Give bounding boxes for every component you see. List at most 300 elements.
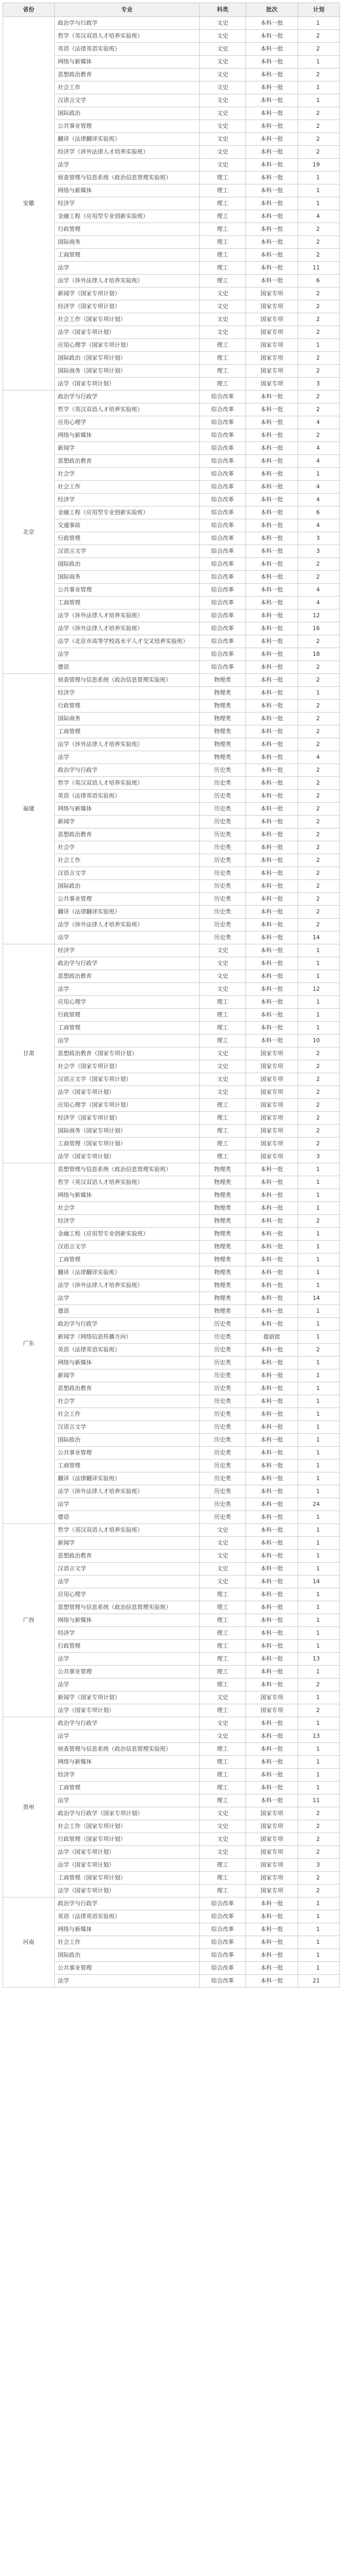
province-cell: 贵州	[3, 1717, 55, 1897]
plan-cell: 14	[298, 1575, 340, 1588]
plan-cell: 11	[298, 1794, 340, 1807]
plan-cell: 2	[298, 287, 340, 300]
subject-cell: 文史	[200, 1047, 246, 1060]
subject-cell: 理工	[200, 1125, 246, 1138]
plan-cell: 1	[298, 996, 340, 1009]
plan-cell: 12	[298, 609, 340, 622]
plan-cell: 2	[298, 713, 340, 725]
plan-cell: 2	[298, 1885, 340, 1897]
subject-cell: 历史类	[200, 919, 246, 931]
plan-cell: 1	[298, 1202, 340, 1215]
major-cell: 法学	[55, 159, 200, 172]
plan-cell: 1	[298, 1395, 340, 1408]
major-cell: 法学	[55, 983, 200, 996]
plan-cell: 1	[298, 81, 340, 94]
batch-cell: 国家专项	[246, 1099, 298, 1112]
major-cell: 法学（涉外法律人才培养实验班）	[55, 622, 200, 635]
batch-cell: 本科一批	[246, 1318, 298, 1331]
batch-cell: 本科一批	[246, 494, 298, 506]
batch-cell: 本科一批	[246, 43, 298, 56]
major-cell: 经济学	[55, 944, 200, 957]
subject-cell: 历史类	[200, 1344, 246, 1357]
batch-cell: 本科一批	[246, 1163, 298, 1176]
batch-cell: 本科一批	[246, 1653, 298, 1666]
major-cell: 社会工作	[55, 854, 200, 867]
batch-cell: 本科一批	[246, 1614, 298, 1627]
major-cell: 行政管理（国家专项计划）	[55, 1833, 200, 1846]
subject-cell: 理工	[200, 1743, 246, 1756]
plan-cell: 2	[298, 1112, 340, 1125]
major-cell: 法学（涉外法律人才培养实验班）	[55, 1279, 200, 1292]
plan-cell: 2	[298, 1820, 340, 1833]
plan-cell: 2	[298, 828, 340, 841]
plan-cell: 4	[298, 519, 340, 532]
major-cell: 行政管理	[55, 223, 200, 236]
subject-cell: 历史类	[200, 1511, 246, 1524]
batch-cell: 本科一批	[246, 1009, 298, 1022]
plan-cell: 4	[298, 481, 340, 494]
batch-cell: 本科一批	[246, 1434, 298, 1447]
major-cell: 网络与新媒体	[55, 1357, 200, 1369]
batch-cell: 本科一批	[246, 1923, 298, 1936]
batch-cell: 提前批	[246, 1331, 298, 1344]
plan-cell: 2	[298, 674, 340, 687]
subject-cell: 历史类	[200, 893, 246, 906]
major-cell: 翻译（法律翻译实验班）	[55, 1266, 200, 1279]
plan-cell: 2	[298, 326, 340, 339]
plan-cell: 4	[298, 210, 340, 223]
batch-cell: 本科一批	[246, 1241, 298, 1253]
major-cell: 汉语言文学	[55, 1421, 200, 1434]
batch-cell: 国家专项	[246, 1807, 298, 1820]
major-cell: 网络与新媒体	[55, 184, 200, 197]
major-cell: 思想政治教育	[55, 1550, 200, 1563]
major-cell: 翻译（法律翻译实验班）	[55, 133, 200, 146]
plan-cell: 1	[298, 1511, 340, 1524]
major-cell: 法学（国家专项计划）	[55, 1704, 200, 1717]
plan-cell: 2	[298, 249, 340, 262]
major-cell: 网络与新媒体	[55, 1614, 200, 1627]
plan-cell: 2	[298, 777, 340, 790]
batch-cell: 国家专项	[246, 1872, 298, 1885]
subject-cell: 历史类	[200, 1331, 246, 1344]
subject-cell: 理工	[200, 1009, 246, 1022]
major-cell: 法学（涉外法律人才培养实验班）	[55, 609, 200, 622]
table-row	[3, 1524, 340, 1537]
major-cell: 汉语言文学	[55, 1563, 200, 1575]
batch-cell: 本科一批	[246, 1472, 298, 1485]
major-cell: 思想政治教育	[55, 455, 200, 468]
major-cell: 社会学	[55, 468, 200, 481]
subject-cell: 综合改革	[200, 429, 246, 442]
major-cell: 侦查管理与信息系统（政治信息管理实验班）	[55, 674, 200, 687]
subject-cell: 综合改革	[200, 661, 246, 674]
batch-cell: 本科一批	[246, 609, 298, 622]
batch-cell: 本科一批	[246, 391, 298, 403]
subject-cell: 文史	[200, 133, 246, 146]
subject-cell: 理工	[200, 1601, 246, 1614]
header-plan: 计划	[298, 3, 340, 17]
major-cell: 政治学与行政学	[55, 1318, 200, 1331]
plan-cell: 1	[298, 1627, 340, 1640]
subject-cell: 综合改革	[200, 597, 246, 609]
table-row	[3, 17, 340, 30]
batch-cell: 本科一批	[246, 1936, 298, 1949]
table-row	[3, 944, 340, 957]
subject-cell: 物理类	[200, 1163, 246, 1176]
subject-cell: 综合改革	[200, 468, 246, 481]
major-cell: 德语	[55, 1305, 200, 1318]
major-cell: 公共事业管理	[55, 120, 200, 133]
batch-cell: 本科一批	[246, 1215, 298, 1228]
batch-cell: 本科一批	[246, 931, 298, 944]
plan-cell: 2	[298, 803, 340, 816]
batch-cell: 本科一批	[246, 146, 298, 159]
major-cell: 公共事业管理	[55, 1666, 200, 1679]
subject-cell: 理工	[200, 1614, 246, 1627]
major-cell: 法学	[55, 931, 200, 944]
subject-cell: 历史类	[200, 777, 246, 790]
plan-cell: 1	[298, 1421, 340, 1434]
table-row	[3, 391, 340, 403]
batch-cell: 本科一批	[246, 262, 298, 275]
header-major: 专业	[55, 3, 200, 17]
subject-cell: 综合改革	[200, 455, 246, 468]
subject-cell: 文史	[200, 300, 246, 313]
batch-cell: 本科一批	[246, 1460, 298, 1472]
subject-cell: 文史	[200, 313, 246, 326]
batch-cell: 本科一批	[246, 1176, 298, 1189]
plan-cell: 2	[298, 300, 340, 313]
major-cell: 思想管理与信息系统（政治信息管理实验班）	[55, 1601, 200, 1614]
subject-cell: 文史	[200, 287, 246, 300]
plan-cell: 1	[298, 1923, 340, 1936]
major-cell: 社会工作	[55, 81, 200, 94]
batch-cell: 本科一批	[246, 519, 298, 532]
batch-cell: 国家专项	[246, 1125, 298, 1138]
subject-cell: 理工	[200, 1782, 246, 1794]
subject-cell: 文史	[200, 957, 246, 970]
batch-cell: 国家专项	[246, 1138, 298, 1150]
batch-cell: 本科一批	[246, 828, 298, 841]
subject-cell: 综合改革	[200, 532, 246, 545]
batch-cell: 本科一批	[246, 700, 298, 713]
header-province: 省份	[3, 3, 55, 17]
plan-cell: 2	[298, 558, 340, 571]
plan-cell: 1	[298, 1936, 340, 1949]
major-cell: 应用心理学	[55, 996, 200, 1009]
batch-cell: 本科一批	[246, 1782, 298, 1794]
major-cell: 法学（涉外法律人才培养实验班）	[55, 738, 200, 751]
plan-cell: 1	[298, 1357, 340, 1369]
plan-cell: 1	[298, 1228, 340, 1241]
major-cell: 网络与新媒体	[55, 1756, 200, 1769]
plan-cell: 2	[298, 867, 340, 880]
admission-plan-table	[3, 3, 340, 1988]
subject-cell: 文史	[200, 1086, 246, 1099]
plan-cell: 1	[298, 1331, 340, 1344]
subject-cell: 文史	[200, 30, 246, 43]
batch-cell: 本科一批	[246, 558, 298, 571]
subject-cell: 综合改革	[200, 622, 246, 635]
subject-cell: 文史	[200, 1820, 246, 1833]
batch-cell: 本科一批	[246, 1447, 298, 1460]
header-subject: 科类	[200, 3, 246, 17]
plan-cell: 1	[298, 1756, 340, 1769]
subject-cell: 文史	[200, 1730, 246, 1743]
subject-cell: 物理类	[200, 1189, 246, 1202]
batch-cell: 国家专项	[246, 1885, 298, 1897]
plan-cell: 2	[298, 1846, 340, 1859]
plan-cell: 2	[298, 1215, 340, 1228]
subject-cell: 理工	[200, 1627, 246, 1640]
batch-cell: 本科一批	[246, 571, 298, 584]
major-cell: 汉语言文学（国家专项计划）	[55, 1073, 200, 1086]
plan-cell: 3	[298, 532, 340, 545]
subject-cell: 文史	[200, 159, 246, 172]
major-cell: 翻译（法律翻译实验班）	[55, 906, 200, 919]
batch-cell: 本科一批	[246, 120, 298, 133]
subject-cell: 文史	[200, 120, 246, 133]
major-cell: 新闻学	[55, 1369, 200, 1382]
major-cell: 经济学	[55, 494, 200, 506]
major-cell: 工商管理（国家专项计划）	[55, 1872, 200, 1885]
subject-cell: 综合改革	[200, 571, 246, 584]
subject-cell: 综合改革	[200, 391, 246, 403]
subject-cell: 文史	[200, 56, 246, 69]
major-cell: 社会工作（国家专项计划）	[55, 313, 200, 326]
batch-cell: 本科一批	[246, 1524, 298, 1537]
plan-cell: 2	[298, 236, 340, 249]
plan-cell: 1	[298, 1691, 340, 1704]
plan-cell: 2	[298, 120, 340, 133]
batch-cell: 本科一批	[246, 403, 298, 416]
plan-cell: 1	[298, 1782, 340, 1794]
major-cell: 应用心理学（国家专项计划）	[55, 1099, 200, 1112]
batch-cell: 本科一批	[246, 880, 298, 893]
subject-cell: 物理类	[200, 687, 246, 700]
batch-cell: 本科一批	[246, 1627, 298, 1640]
major-cell: 金融工程（应用型专业创新实验班）	[55, 1228, 200, 1241]
major-cell: 工商管理	[55, 1460, 200, 1472]
major-cell: 法学	[55, 1292, 200, 1305]
major-cell: 行政管理	[55, 532, 200, 545]
plan-cell: 2	[298, 69, 340, 81]
plan-cell: 2	[298, 1099, 340, 1112]
batch-cell: 本科一批	[246, 468, 298, 481]
batch-cell: 本科一批	[246, 1910, 298, 1923]
batch-cell: 本科一批	[246, 725, 298, 738]
major-cell: 新闻学	[55, 816, 200, 828]
subject-cell: 物理类	[200, 1241, 246, 1253]
subject-cell: 物理类	[200, 1215, 246, 1228]
major-cell: 公共事业管理	[55, 1447, 200, 1460]
major-cell: 公共事业管理	[55, 893, 200, 906]
batch-cell: 国家专项	[246, 365, 298, 378]
plan-cell: 2	[298, 352, 340, 365]
major-cell: 工商管理	[55, 1782, 200, 1794]
batch-cell: 本科一批	[246, 1408, 298, 1421]
plan-cell: 2	[298, 854, 340, 867]
major-cell: 法学（国家专项计划）	[55, 326, 200, 339]
subject-cell: 理工	[200, 352, 246, 365]
subject-cell: 文史	[200, 81, 246, 94]
plan-cell: 4	[298, 455, 340, 468]
major-cell: 政治学与行政学	[55, 1897, 200, 1910]
admission-plan	[3, 3, 339, 1988]
major-cell: 侦查管理与信息系统（政治信息管理实验班）	[55, 1743, 200, 1756]
major-cell: 思想政治教育	[55, 69, 200, 81]
major-cell: 工商管理	[55, 725, 200, 738]
plan-cell: 18	[298, 648, 340, 661]
major-cell: 法学	[55, 1975, 200, 1988]
subject-cell: 综合改革	[200, 442, 246, 455]
batch-cell: 国家专项	[246, 300, 298, 313]
major-cell: 法学（国家专项计划）	[55, 378, 200, 391]
batch-cell: 本科一批	[246, 545, 298, 558]
batch-cell: 本科一批	[246, 622, 298, 635]
plan-cell: 4	[298, 597, 340, 609]
subject-cell: 理工	[200, 210, 246, 223]
plan-cell: 4	[298, 584, 340, 597]
batch-cell: 本科一批	[246, 713, 298, 725]
major-cell: 汉语言文学	[55, 545, 200, 558]
plan-cell: 12	[298, 983, 340, 996]
batch-cell: 本科一批	[246, 1575, 298, 1588]
batch-cell: 本科一批	[246, 1949, 298, 1962]
batch-cell: 本科一批	[246, 133, 298, 146]
plan-cell: 1	[298, 17, 340, 30]
major-cell: 行政管理	[55, 1009, 200, 1022]
major-cell: 法学（国家专项计划）	[55, 1859, 200, 1872]
plan-cell: 1	[298, 1266, 340, 1279]
table-body	[3, 17, 340, 1988]
batch-cell: 本科一批	[246, 429, 298, 442]
subject-cell: 文史	[200, 1563, 246, 1575]
plan-cell: 14	[298, 1292, 340, 1305]
major-cell: 新闻学（国家专项计划）	[55, 287, 200, 300]
major-cell: 法学	[55, 1653, 200, 1666]
subject-cell: 综合改革	[200, 416, 246, 429]
plan-cell: 2	[298, 700, 340, 713]
batch-cell: 本科一批	[246, 1897, 298, 1910]
subject-cell: 历史类	[200, 764, 246, 777]
subject-cell: 综合改革	[200, 1962, 246, 1975]
subject-cell: 综合改革	[200, 494, 246, 506]
batch-cell: 国家专项	[246, 1086, 298, 1099]
major-cell: 英语（法律英语实验班）	[55, 1344, 200, 1357]
plan-cell: 1	[298, 1009, 340, 1022]
batch-cell: 本科一批	[246, 1228, 298, 1241]
major-cell: 社会工作	[55, 1408, 200, 1421]
plan-cell: 1	[298, 1614, 340, 1627]
subject-cell: 理工	[200, 1704, 246, 1717]
subject-cell: 物理类	[200, 751, 246, 764]
subject-cell: 理工	[200, 339, 246, 352]
batch-cell: 本科一批	[246, 996, 298, 1009]
batch-cell: 本科一批	[246, 687, 298, 700]
major-cell: 政治学与行政学	[55, 17, 200, 30]
subject-cell: 历史类	[200, 803, 246, 816]
table-row	[3, 1163, 340, 1176]
batch-cell: 国家专项	[246, 313, 298, 326]
major-cell: 法学	[55, 1730, 200, 1743]
major-cell: 经济学	[55, 1769, 200, 1782]
batch-cell: 本科一批	[246, 249, 298, 262]
subject-cell: 理工	[200, 1666, 246, 1679]
plan-cell: 2	[298, 133, 340, 146]
batch-cell: 本科一批	[246, 1485, 298, 1498]
subject-cell: 文史	[200, 1846, 246, 1859]
subject-cell: 历史类	[200, 828, 246, 841]
plan-cell: 2	[298, 313, 340, 326]
batch-cell: 本科一批	[246, 674, 298, 687]
batch-cell: 本科一批	[246, 81, 298, 94]
batch-cell: 本科一批	[246, 1588, 298, 1601]
batch-cell: 本科一批	[246, 1357, 298, 1369]
plan-cell: 2	[298, 816, 340, 828]
batch-cell: 本科一批	[246, 893, 298, 906]
major-cell: 法学（涉外法律人才培养实验班）	[55, 919, 200, 931]
subject-cell: 历史类	[200, 1460, 246, 1472]
plan-cell: 1	[298, 1022, 340, 1035]
subject-cell: 综合改革	[200, 1949, 246, 1962]
subject-cell: 物理类	[200, 1305, 246, 1318]
subject-cell: 文史	[200, 69, 246, 81]
plan-cell: 2	[298, 107, 340, 120]
plan-cell: 1	[298, 1176, 340, 1189]
batch-cell: 本科一批	[246, 1369, 298, 1382]
batch-cell: 国家专项	[246, 352, 298, 365]
major-cell: 经济学	[55, 687, 200, 700]
subject-cell: 历史类	[200, 816, 246, 828]
plan-cell: 2	[298, 43, 340, 56]
major-cell: 哲学（英汉双语人才培养实验班）	[55, 1524, 200, 1537]
batch-cell: 国家专项	[246, 1704, 298, 1717]
subject-cell: 历史类	[200, 1447, 246, 1460]
major-cell: 经济学	[55, 1215, 200, 1228]
plan-cell: 1	[298, 1382, 340, 1395]
subject-cell: 理工	[200, 1588, 246, 1601]
batch-cell: 本科一批	[246, 1666, 298, 1679]
plan-cell: 2	[298, 1344, 340, 1357]
plan-cell: 1	[298, 184, 340, 197]
major-cell: 汉语言文学	[55, 1241, 200, 1253]
major-cell: 社会学（国家专项计划）	[55, 1060, 200, 1073]
batch-cell: 本科一批	[246, 944, 298, 957]
major-cell: 国际商务	[55, 713, 200, 725]
subject-cell: 综合改革	[200, 519, 246, 532]
plan-cell: 1	[298, 1524, 340, 1537]
major-cell: 国际政治	[55, 1434, 200, 1447]
plan-cell: 1	[298, 1601, 340, 1614]
subject-cell: 历史类	[200, 1498, 246, 1511]
batch-cell: 本科一批	[246, 1537, 298, 1550]
major-cell: 经济学（涉外法律人才培养实验班）	[55, 146, 200, 159]
major-cell: 翻译（法律翻译实验班）	[55, 1472, 200, 1485]
major-cell: 国际商务	[55, 236, 200, 249]
plan-cell: 2	[298, 919, 340, 931]
subject-cell: 历史类	[200, 931, 246, 944]
major-cell: 新闻学（网络信息传播方向）	[55, 1331, 200, 1344]
major-cell: 工商管理（国家专项计划）	[55, 1138, 200, 1150]
major-cell: 新闻学（国家专项计划）	[55, 1691, 200, 1704]
batch-cell: 本科一批	[246, 1769, 298, 1782]
batch-cell: 本科一批	[246, 661, 298, 674]
plan-cell: 24	[298, 1498, 340, 1511]
batch-cell: 本科一批	[246, 1202, 298, 1215]
major-cell: 金融工程（应用型专业创新实验班）	[55, 210, 200, 223]
